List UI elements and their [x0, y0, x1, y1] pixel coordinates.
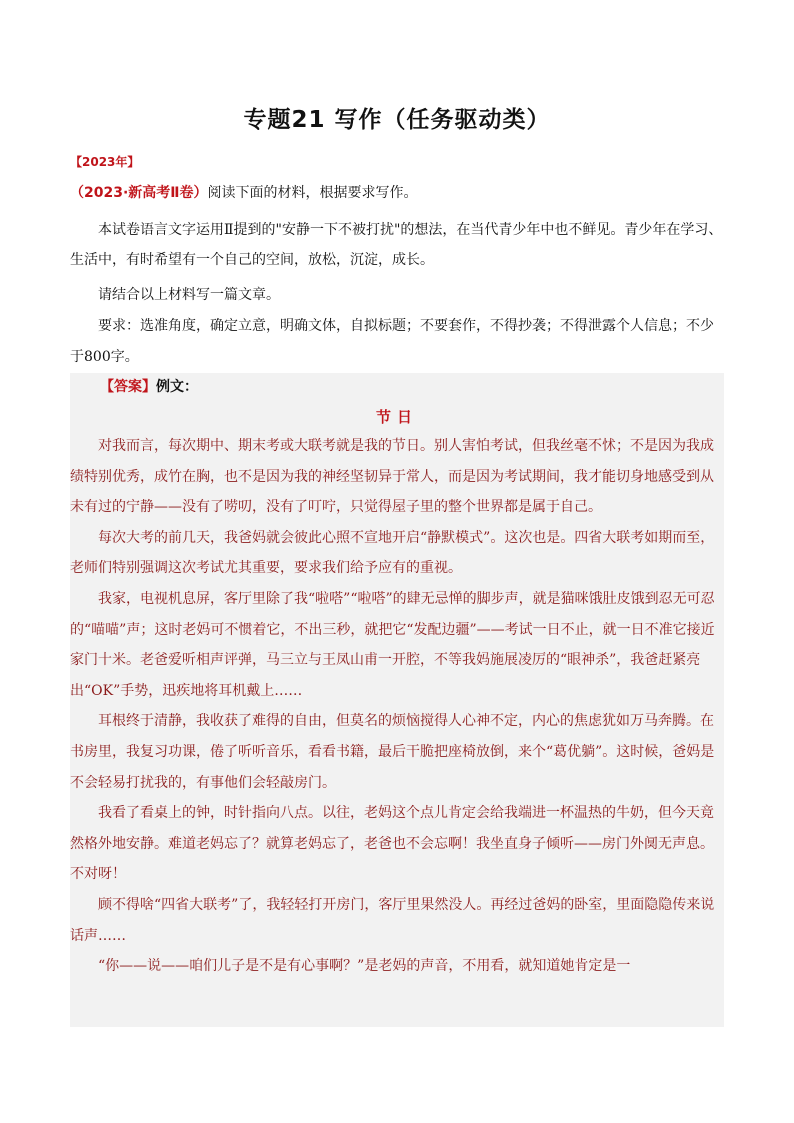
question-instruction: 阅读下面的材料，根据要求写作。 [207, 185, 418, 201]
year-tag: 【2023年】 [70, 155, 140, 169]
essay-paragraph: 顾不得啥“四省大联考”了，我轻轻打开房门，客厅里果然没人。再经过爸妈的卧室，里面隐隐传来说话声…… [70, 896, 715, 944]
question-source: （2023·新高考Ⅱ卷） [70, 185, 208, 201]
requirements-text: 要求：选准角度，确定立意，明确文体，自拟标题；不要套作，不得抄袭；不得泄露个人信息；不少于800字。 [70, 318, 714, 365]
page-title: 专题21 写作（任务驱动类） [243, 107, 551, 133]
task-block [70, 280, 724, 310]
material-text: 本试卷语言文字运用Ⅱ提到的"安静一下不被打扰"的想法，在当代青少年中也不鲜见。青少年在学习、生活中，有时希望有一个自己的空间，放松，沉淀，成长。 [70, 222, 723, 268]
essay-paragraph: 耳根终于清静，我收获了难得的自由，但莫名的烦恼搅得人心神不定，内心的焦虑犹如万马奔腾。在书房里，我复习功课，倦了听听音乐，看看书籍，最后干脆把座椅放倒，来个“葛优躺”。这时候，爸妈是不会轻易打扰我的，有事他们会轻敲房门。 [70, 713, 715, 791]
essay-paragraph: “你——说——咱们儿子是不是有心事啊？”是老妈的声音，不用看，就知道她肯定是一 [98, 958, 631, 975]
essay-title: 节日 [375, 408, 418, 426]
essay-paragraph: 我家，电视机息屏，客厅里除了我“啦嗒”“啦嗒”的肆无忌惮的脚步声，就是猫咪饿肚皮饿到忍无可忍的“喵喵”声；这时老妈可不惯着它，不出三秒，就把它“发配边疆”——考试一日不止，就一日不准它接近家门十米。老爸爱听相声评弹，马三立与王凤山甫一开腔，不等我妈施展凌厉的“眼神杀”，我爸赶紧亮出“OK”手势，迅疾地将耳机戴上…… [70, 590, 715, 699]
answer-section [70, 373, 724, 1027]
task-text: 请结合以上材料写一篇文章。 [98, 287, 280, 303]
question-header [70, 182, 418, 202]
essay-paragraph: 我看了看桌上的钟，时针指向八点。以往，老妈这个点儿肯定会给我端进一杯温热的牛奶，但今天竟然格外地安静。难道老妈忘了？就算老妈忘了，老爸也不会忘啊！我坐直身子倾听——房门外阒无声息。不对呀！ [70, 805, 714, 883]
material-block [70, 215, 724, 275]
requirements-block [70, 311, 724, 373]
answer-label [100, 376, 198, 396]
essay-paragraph: 每次大考的前几天，我爸妈就会彼此心照不宣地开启“静默模式”。这次也是。四省大联考如期而至，老师们特别强调这次考试尤其重要，要求我们给予应有的重视。 [70, 529, 715, 577]
example-tag: 例文： [156, 379, 198, 395]
essay-paragraph: 对我而言，每次期中、期末考或大联考就是我的节日。别人害怕考试，但我丝毫不怵；不是因为我成绩特别优秀，成竹在胸，也不是因为我的神经坚韧异于常人，而是因为考试期间，我才能切身地感受到从未有过的宁静——没有了唠叨，没有了叮咛，只觉得屋子里的整个世界都是属于自己。 [70, 438, 714, 516]
essay-body [70, 431, 724, 982]
answer-tag: 【答案】 [100, 379, 156, 395]
